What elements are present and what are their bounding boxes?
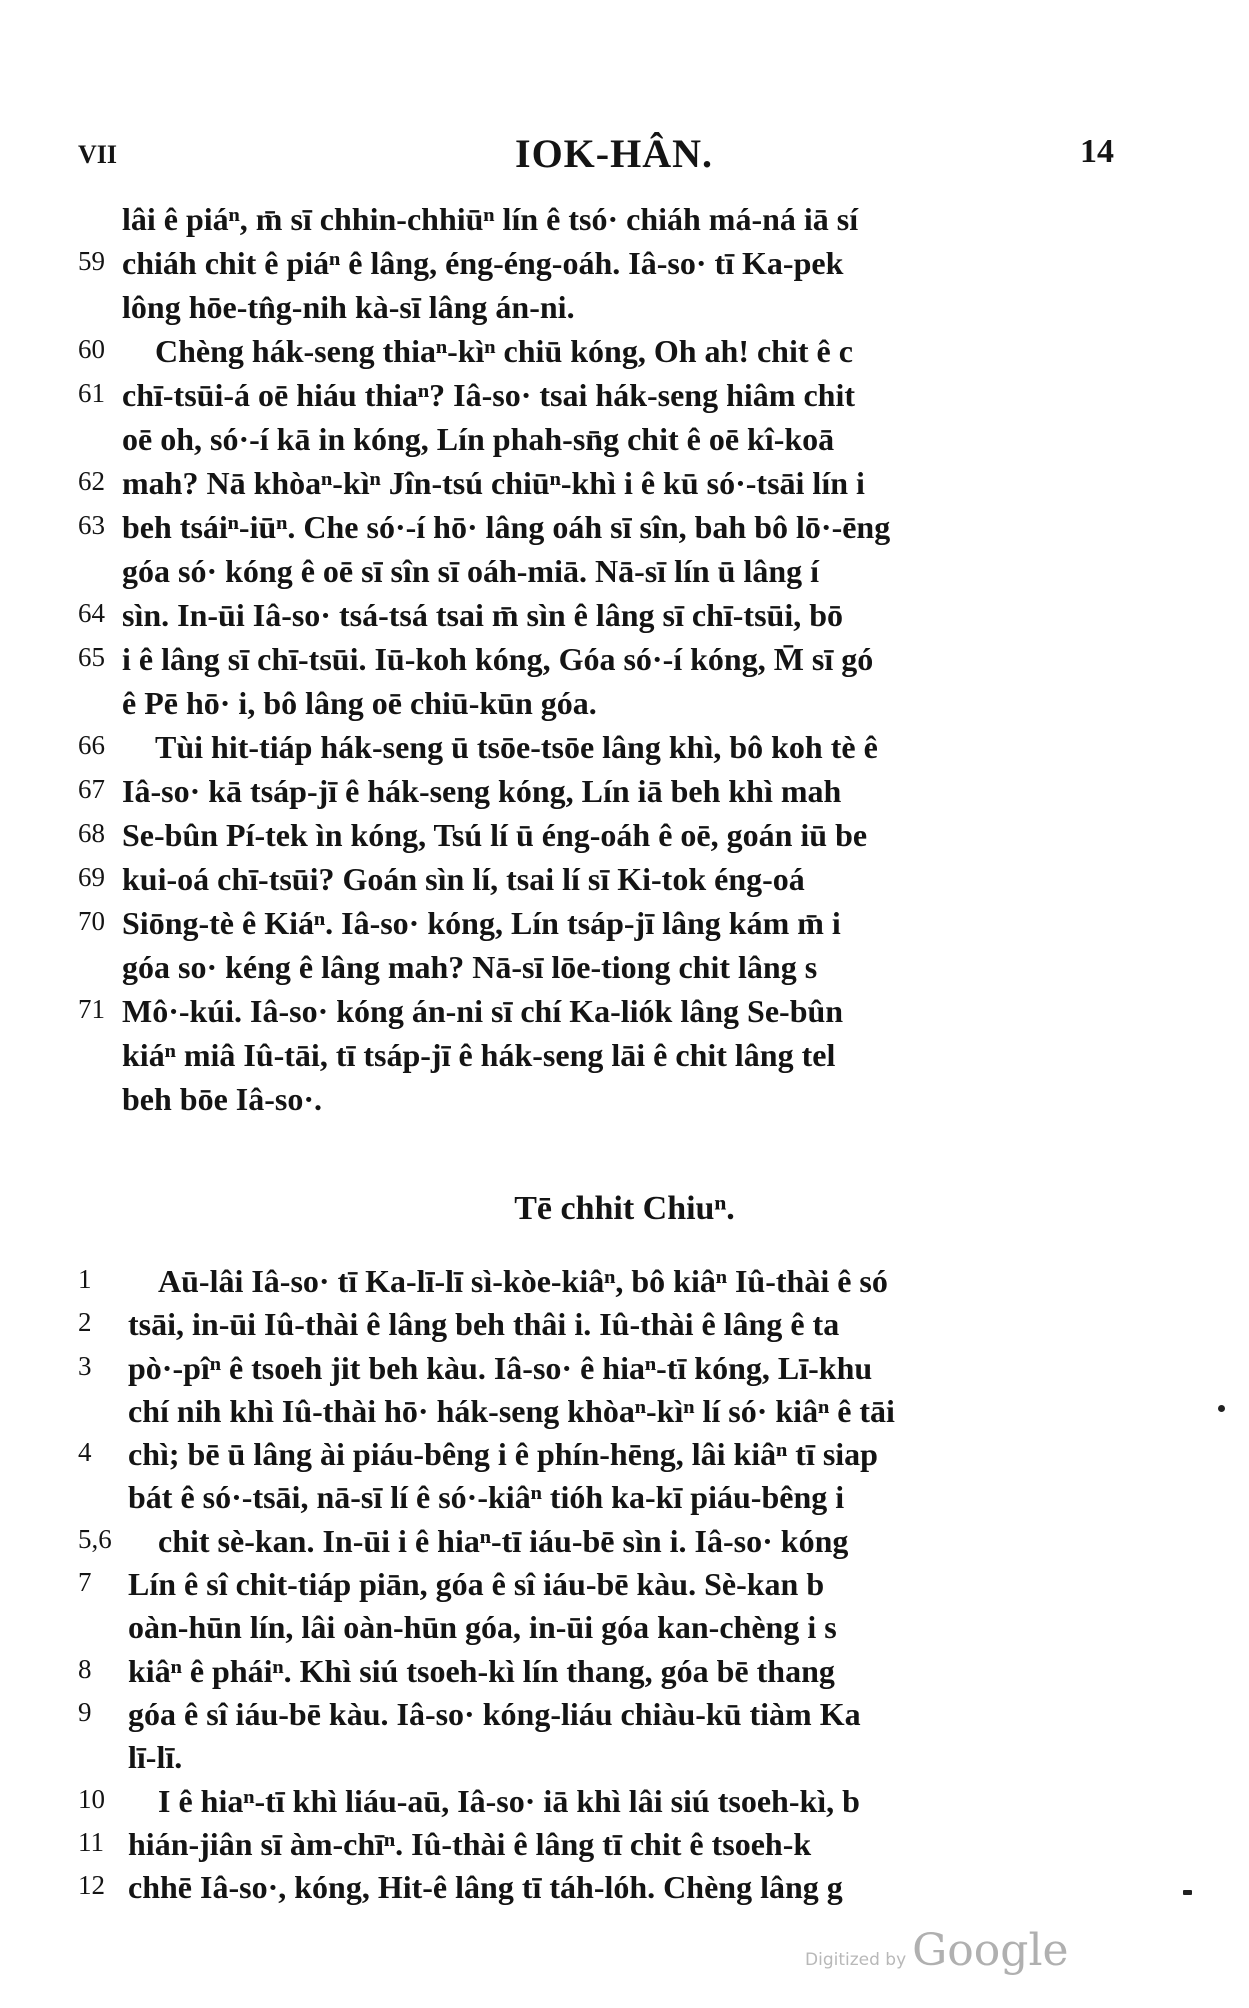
text-line: [0, 1823, 1249, 1866]
digitized-label: Digitized by: [805, 1950, 907, 1970]
verse-text: chí nih khì Iû-thài hō· hák-seng khòaⁿ-kìⁿ lí só· kiâⁿ ê tāi: [128, 1392, 895, 1429]
text-line: [0, 1476, 1249, 1519]
verse-text: Aū-lâi Iâ-so· tī Ka-lī-lī sì-kòe-kiâⁿ, bô kiâⁿ Iû-thài ê só: [158, 1263, 888, 1299]
verse-number: 65: [78, 642, 105, 672]
text-line: [0, 1866, 1249, 1909]
verse-number: 63: [78, 510, 105, 540]
verse-text: hián-jiân sī àm-chīⁿ. Iû-thài ê lâng tī chit ê tsoeh-k: [128, 1825, 812, 1862]
verse-number: 61: [78, 378, 105, 408]
text-line: [0, 682, 1249, 726]
verse-text: kiâⁿ ê pháiⁿ. Khì siú tsoeh-kì lín thang, góa bē thang: [128, 1652, 835, 1689]
verse-text: chì; bē ū lâng ài piáu-bêng i ê phín-hēng, lâi kiâⁿ tī siap: [128, 1436, 878, 1473]
verse-number: 67: [78, 774, 105, 804]
verse-text: chit sè-kan. In-ūi i ê hiaⁿ-tī iáu-bē sìn i. Iâ-so· kóng: [158, 1522, 849, 1559]
verse-text: pò·-pîⁿ ê tsoeh jit beh kàu. Iâ-so· ê hiaⁿ-tī kóng, Lī-khu: [128, 1349, 873, 1386]
text-line: [0, 198, 1249, 242]
verse-number: 2: [78, 1307, 92, 1338]
verse-number: 1: [78, 1264, 92, 1294]
verse-number: 69: [78, 862, 105, 892]
text-line: [0, 990, 1249, 1034]
digitized-by-google-watermark: [805, 1925, 1069, 1976]
text-line: [0, 770, 1249, 814]
verse-text: Siōng-tè ê Kiáⁿ. Iâ-so· kóng, Lín tsáp-jī lâng kám m̄ i: [122, 905, 841, 941]
verse-text: kiáⁿ miâ Iû-tāi, tī tsáp-jī ê hák-seng lāi ê chit lâng tel: [122, 1037, 836, 1073]
text-line: [0, 1260, 1249, 1303]
verse-text: tsāi, in-ūi Iû-thài ê lâng beh thâi i. Iû-thài ê lâng ê ta: [128, 1306, 840, 1343]
verse-text: lông hōe-tn̂g-nih kà-sī lâng án-ni.: [122, 289, 575, 325]
verse-text: i ê lâng sī chī-tsūi. Iū-koh kóng, Góa só·-í kóng, M̄ sī gó: [122, 641, 874, 677]
verse-number: 68: [78, 818, 105, 848]
verse-text: Lín ê sî chit-tiáp piān, góa ê sî iáu-bē kàu. Sè-kan b: [128, 1566, 825, 1603]
verse-number: 64: [78, 598, 105, 628]
text-line: [0, 1390, 1249, 1433]
text-line: [0, 946, 1249, 990]
verse-number: 8: [78, 1653, 92, 1684]
verse-text: góa ê sî iáu-bē kàu. Iâ-so· kóng-liáu chiàu-kū tiàm Ka: [128, 1695, 861, 1732]
verse-text: bát ê só·-tsāi, nā-sī lí ê só·-kiâⁿ tióh ka-kī piáu-bêng i: [128, 1479, 845, 1516]
verse-text: Mô·-kúi. Iâ-so· kóng án-ni sī chí Ka-liók lâng Se-bûn: [122, 993, 844, 1029]
verse-text: chiáh chit ê piáⁿ ê lâng, éng-éng-oáh. Iâ-so· tī Ka-pek: [122, 245, 844, 281]
text-line: [0, 1303, 1249, 1346]
verse-number: 9: [78, 1696, 92, 1727]
verse-number: 3: [78, 1350, 92, 1381]
text-line: [0, 286, 1249, 330]
chapter-heading: Tē chhit Chiuⁿ.: [514, 1190, 735, 1227]
verse-text: góa so· kéng ê lâng mah? Nā-sī lōe-tiong chit lâng s: [122, 949, 818, 985]
verse-text: kui-oá chī-tsūi? Goán sìn lí, tsai lí sī Ki-tok éng-oá: [122, 861, 805, 897]
verse-text: mah? Nā khòaⁿ-kìⁿ Jîn-tsú chiūⁿ-khì i ê kū só·-tsāi lín i: [122, 465, 865, 501]
verse-text: beh bōe Iâ-so·.: [122, 1081, 323, 1117]
verse-number: 59: [78, 246, 105, 276]
text-line: [0, 1736, 1249, 1779]
text-line: [0, 462, 1249, 506]
verse-text: chī-tsūi-á oē hiáu thiaⁿ? Iâ-so· tsai hák-seng hiâm chit: [122, 377, 855, 413]
verse-text: Iâ-so· kā tsáp-jī ê hák-seng kóng, Lín iā beh khì mah: [122, 773, 842, 809]
verse-text: chhē Iâ-so·, kóng, Hit-ê lâng tī táh-lóh. Chèng lâng g: [128, 1869, 843, 1906]
page-number: 14: [1080, 133, 1114, 170]
verse-number: 62: [78, 466, 105, 496]
page-title: IOK-HÂN.: [515, 131, 713, 176]
verse-text: Chèng hák-seng thiaⁿ-kìⁿ chiū kóng, Oh ah! chit ê c: [155, 333, 853, 369]
text-line: [0, 1650, 1249, 1693]
google-logo: Google: [912, 1925, 1069, 1976]
verse-number: 7: [78, 1567, 92, 1598]
text-line: [0, 1563, 1249, 1606]
verse-number: 10: [78, 1783, 105, 1814]
verse-text: Se-bûn Pí-tek ìn kóng, Tsú lí ū éng-oáh ê oē, goán iū be: [122, 817, 868, 853]
section-roman-numeral: VII: [78, 140, 118, 169]
text-line: [0, 638, 1249, 682]
verse-text: góa só· kóng ê oē sī sîn sī oáh-miā. Nā-sī lín ū lâng í: [122, 553, 820, 589]
chapter-seven-text-block: [0, 1260, 1249, 1909]
text-line: [0, 902, 1249, 946]
scan-speck: [1218, 1405, 1225, 1412]
verse-text: I ê hiaⁿ-tī khì liáu-aū, Iâ-so· iā khì lâi siú tsoeh-kì, b: [158, 1782, 860, 1819]
verse-text: lī-lī.: [128, 1739, 183, 1776]
verse-text: beh tsáiⁿ-iūⁿ. Che só·-í hō· lâng oáh sī sîn, bah bô lō·-ēng: [122, 509, 891, 545]
text-line: [0, 1693, 1249, 1736]
verse-text: Tùi hit-tiáp hák-seng ū tsōe-tsōe lâng khì, bô koh tè ê: [155, 729, 878, 765]
verse-text: oē oh, só·-í kā in kóng, Lín phah-sn̄g chit ê oē kî-koā: [122, 421, 835, 457]
text-line: [0, 1520, 1249, 1563]
text-line: [0, 594, 1249, 638]
verse-number: 4: [78, 1437, 92, 1468]
text-line: [0, 858, 1249, 902]
chapter-six-text-block: [0, 198, 1249, 1122]
text-line: [0, 814, 1249, 858]
text-line: [0, 330, 1249, 374]
verse-text: oàn-hūn lín, lâi oàn-hūn góa, in-ūi góa kan-chèng i s: [128, 1609, 837, 1646]
text-line: [0, 418, 1249, 462]
verse-number: 70: [78, 906, 105, 936]
verse-text: lâi ê piáⁿ, m̄ sī chhin-chhiūⁿ lín ê tsó· chiáh má-ná iā sí: [122, 201, 859, 237]
verse-number: 11: [78, 1826, 104, 1857]
scan-speck: [1183, 1890, 1192, 1895]
verse-number: 66: [78, 730, 105, 760]
verse-number: 12: [78, 1870, 105, 1901]
verse-text: ê Pē hō· i, bô lâng oē chiū-kūn góa.: [122, 685, 597, 721]
text-line: [0, 1078, 1249, 1122]
text-line: [0, 1433, 1249, 1476]
text-line: [0, 374, 1249, 418]
text-line: [0, 550, 1249, 594]
text-line: [0, 1034, 1249, 1078]
text-line: [0, 726, 1249, 770]
verse-text: sìn. In-ūi Iâ-so· tsá-tsá tsai m̄ sìn ê lâng sī chī-tsūi, bō: [122, 597, 844, 633]
verse-number: 5,6: [78, 1523, 112, 1554]
verse-number: 60: [78, 334, 105, 364]
text-line: [0, 506, 1249, 550]
verse-number: 71: [78, 994, 105, 1024]
text-line: [0, 1780, 1249, 1823]
text-line: [0, 242, 1249, 286]
text-line: [0, 1606, 1249, 1649]
text-line: [0, 1347, 1249, 1390]
